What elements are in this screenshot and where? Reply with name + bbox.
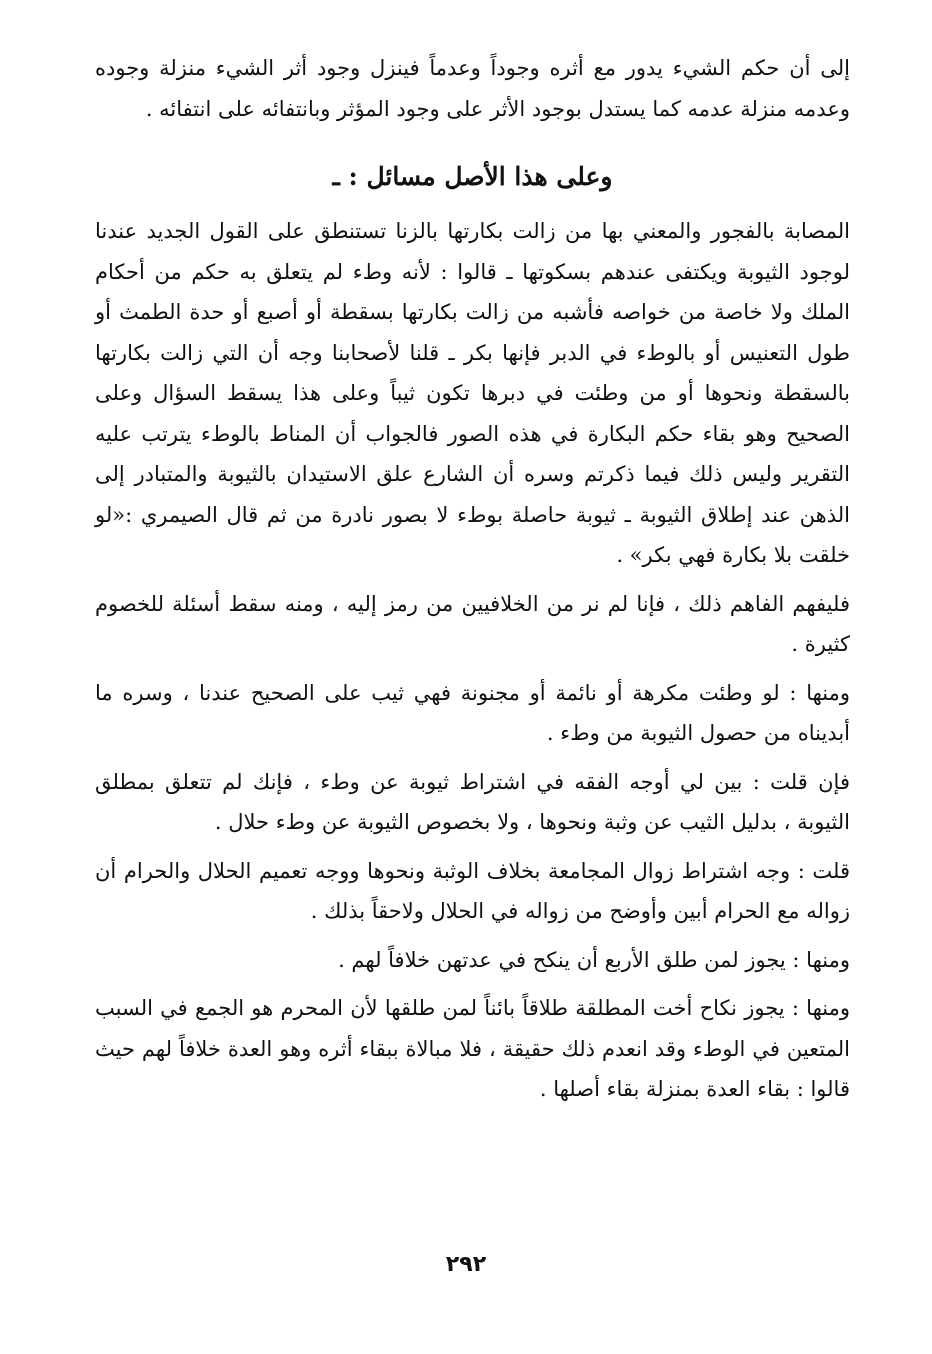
paragraph-4: فإن قلت : بين لي أوجه الفقه في اشتراط ثيوبة عن وطء ، فإنك لم تتعلق بمطلق الثيوبة ، بدليل الثيب عن وثبة ونحوها ، ولا بخصوص الثيوبة عن وطء حلال . <box>95 769 850 834</box>
paragraph-3: ومنها : لو وطئت مكرهة أو نائمة أو مجنونة فهي ثيب على الصحيح عندنا ، وسره ما أبديناه من حصول الثيوبة من وطء . <box>95 680 850 745</box>
section-heading: وعلى هذا الأصل مسائل : ـ <box>332 162 613 191</box>
page-body <box>95 48 850 1110</box>
paragraph-5: قلت : وجه اشتراط زوال المجامعة بخلاف الوثبة ونحوها ووجه تعميم الحلال والحرام أن زواله مع الحرام أبين وأوضح من زواله في الحلال ولاحقاً بذلك . <box>95 858 850 923</box>
paragraph-7: ومنها : يجوز نكاح أخت المطلقة طلاقاً بائناً لمن طلقها لأن المحرم هو الجمع في السبب المتعين في الوطء وقد انعدم ذلك حقيقة ، فلا مبالاة ببقاء أثره وهو العدة خلافاً لهم حيث قالوا : بقاء العدة بمنزلة بقاء أصلها . <box>95 996 850 1101</box>
paragraph-2: فليفهم الفاهم ذلك ، فإنا لم نر من الخلافيين من رمز إليه ، ومنه سقط أسئلة للخصوم كثيرة . <box>95 591 850 656</box>
paragraph-6: ومنها : يجوز لمن طلق الأربع أن ينكح في عدتهن خلافاً لهم . <box>338 947 850 972</box>
page-number: ٢٩٢ <box>445 1252 487 1277</box>
opening-paragraph: إلى أن حكم الشيء يدور مع أثره وجوداً وعدماً فينزل وجود أثر الشيء منزلة وجوده وعدمه منزلة عدمه كما يستدل بوجود الأثر على وجود المؤثر وبانتفائه على انتفائه . <box>95 56 850 121</box>
paragraph-1: المصابة بالفجور والمعني بها من زالت بكارتها بالزنا تستنطق على القول الجديد عندنا لوجود الثيوبة ويكتفى عندهم بسكوتها ـ قالوا : لأنه وطء لم يتعلق به حكم من أحكام الملك ولا خاصة من خواصه فأشبه من زالت بكارتها بسقطة أو أصبع أو حدة الطمث أو طول التعنيس أو بالوطء في الدبر فإنها بكر ـ قلنا لأصحابنا وجه أن التي زالت بكارتها بالسقطة ونحوها أو من وطئت في دبرها تكون ثيباً وعلى هذا يسقط السؤال وعلى الصحيح وهو بقاء حكم البكارة في هذه الصور فالجواب أن المناط بالوطء يترتب عليه التقرير وليس ذلك فيما ذكرتم وسره أن الشارع علق الاستيدان بالثيوبة والمتبادر إلى الذهن عند إطلاق الثيوبة ـ ثيوبة حاصلة بوطء لا بصور نادرة من ثم قال الصيمري :«لو خلقت بلا بكارة فهي بكر» . <box>95 219 850 567</box>
